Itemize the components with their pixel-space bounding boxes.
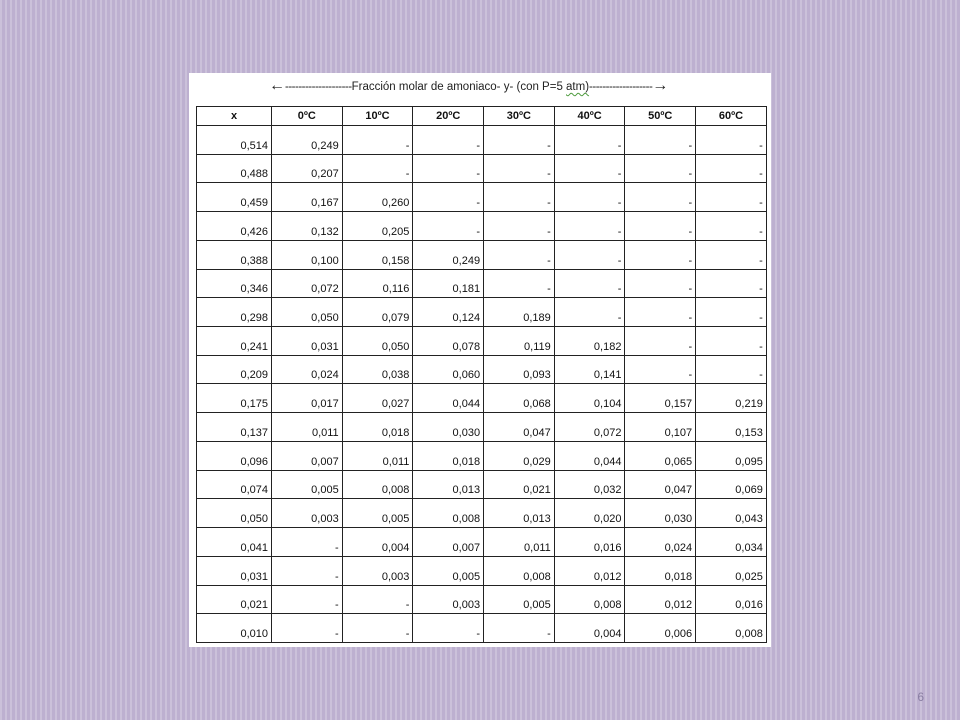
- table-cell: -: [696, 126, 767, 155]
- left-arrow-icon: ←: [269, 77, 285, 94]
- table-cell: 0,005: [484, 585, 555, 614]
- table-cell: 0,205: [342, 212, 413, 241]
- table-cell: -: [342, 614, 413, 643]
- table-cell: 0,041: [197, 528, 272, 557]
- table-cell: -: [484, 240, 555, 269]
- table-cell: 0,032: [554, 470, 625, 499]
- table-cell: 0,024: [272, 355, 343, 384]
- table-cell: 0,069: [696, 470, 767, 499]
- table-cell: 0,010: [197, 614, 272, 643]
- table-cell: 0,158: [342, 240, 413, 269]
- column-header: x: [197, 107, 272, 126]
- table-cell: 0,012: [625, 585, 696, 614]
- table-cell: -: [554, 126, 625, 155]
- table-row: [197, 528, 767, 557]
- column-header: 0ºC: [272, 107, 343, 126]
- table-cell: -: [696, 240, 767, 269]
- table-row: [197, 183, 767, 212]
- table-cell: 0,260: [342, 183, 413, 212]
- table-cell: 0,030: [413, 413, 484, 442]
- table-cell: 0,068: [484, 384, 555, 413]
- table-cell: 0,182: [554, 327, 625, 356]
- table-cell: 0,029: [484, 441, 555, 470]
- table-cell: 0,124: [413, 298, 484, 327]
- table-cell: 0,018: [625, 556, 696, 585]
- table-row: [197, 240, 767, 269]
- table-cell: 0,025: [696, 556, 767, 585]
- table-cell: 0,016: [696, 585, 767, 614]
- title-unit: atm): [566, 81, 590, 94]
- table-cell: 0,072: [272, 269, 343, 298]
- table-cell: 0,175: [197, 384, 272, 413]
- table-cell: 0,027: [342, 384, 413, 413]
- table-cell: -: [484, 269, 555, 298]
- table-row: [197, 470, 767, 499]
- column-header: 50ºC: [625, 107, 696, 126]
- table-cell: -: [272, 585, 343, 614]
- table-cell: 0,005: [342, 499, 413, 528]
- table-cell: 0,209: [197, 355, 272, 384]
- table-cell: 0,346: [197, 269, 272, 298]
- table-header-row: [197, 107, 767, 126]
- table-cell: -: [554, 183, 625, 212]
- table-cell: 0,060: [413, 355, 484, 384]
- title-right-dashes: -------------------: [589, 81, 653, 94]
- table-cell: 0,181: [413, 269, 484, 298]
- table-row: [197, 154, 767, 183]
- table-cell: 0,249: [272, 126, 343, 155]
- table-cell: 0,100: [272, 240, 343, 269]
- table-cell: 0,074: [197, 470, 272, 499]
- table-cell: -: [696, 212, 767, 241]
- right-arrow-icon: →: [652, 77, 669, 94]
- table-cell: 0,104: [554, 384, 625, 413]
- table-cell: 0,007: [272, 441, 343, 470]
- table-cell: -: [625, 212, 696, 241]
- page-number: 6: [917, 690, 924, 704]
- table-cell: 0,008: [696, 614, 767, 643]
- table-row: [197, 499, 767, 528]
- table-cell: 0,013: [413, 470, 484, 499]
- table-cell: 0,189: [484, 298, 555, 327]
- table-cell: -: [342, 154, 413, 183]
- table-cell: -: [413, 154, 484, 183]
- ammonia-fraction-table: [196, 106, 767, 643]
- table-title: [269, 75, 729, 99]
- table-cell: 0,011: [484, 528, 555, 557]
- table-cell: 0,167: [272, 183, 343, 212]
- table-row: [197, 355, 767, 384]
- table-cell: 0,093: [484, 355, 555, 384]
- table-cell: 0,030: [625, 499, 696, 528]
- table-row: [197, 298, 767, 327]
- table-cell: 0,018: [413, 441, 484, 470]
- table-cell: 0,079: [342, 298, 413, 327]
- table-cell: 0,044: [413, 384, 484, 413]
- table-cell: 0,107: [625, 413, 696, 442]
- table-cell: 0,005: [272, 470, 343, 499]
- title-left-dashes: --------------------: [285, 81, 352, 94]
- column-header: 20ºC: [413, 107, 484, 126]
- table-cell: 0,219: [696, 384, 767, 413]
- table-cell: 0,008: [342, 470, 413, 499]
- table-cell: -: [696, 154, 767, 183]
- table-cell: 0,116: [342, 269, 413, 298]
- table-cell: -: [554, 298, 625, 327]
- table-cell: 0,012: [554, 556, 625, 585]
- table-cell: 0,050: [342, 327, 413, 356]
- table-cell: -: [625, 298, 696, 327]
- table-cell: 0,018: [342, 413, 413, 442]
- table-cell: 0,006: [625, 614, 696, 643]
- table-cell: 0,021: [484, 470, 555, 499]
- table-cell: -: [696, 183, 767, 212]
- table-row: [197, 614, 767, 643]
- table-cell: 0,119: [484, 327, 555, 356]
- table-cell: 0,157: [625, 384, 696, 413]
- table-cell: -: [554, 269, 625, 298]
- table-row: [197, 585, 767, 614]
- table-row: [197, 384, 767, 413]
- table-cell: -: [484, 126, 555, 155]
- table-cell: 0,044: [554, 441, 625, 470]
- table-cell: 0,043: [696, 499, 767, 528]
- table-cell: -: [625, 269, 696, 298]
- column-header: 60ºC: [696, 107, 767, 126]
- table-cell: -: [413, 183, 484, 212]
- table-cell: 0,298: [197, 298, 272, 327]
- table-row: [197, 126, 767, 155]
- table-cell: -: [554, 240, 625, 269]
- table-cell: -: [696, 269, 767, 298]
- table-row: [197, 413, 767, 442]
- table-row: [197, 269, 767, 298]
- table-cell: 0,132: [272, 212, 343, 241]
- table-cell: -: [625, 355, 696, 384]
- table-cell: 0,096: [197, 441, 272, 470]
- table-cell: 0,007: [413, 528, 484, 557]
- table-cell: 0,153: [696, 413, 767, 442]
- table-cell: 0,514: [197, 126, 272, 155]
- table-cell: 0,005: [413, 556, 484, 585]
- table-cell: -: [625, 126, 696, 155]
- table-cell: 0,031: [197, 556, 272, 585]
- table-cell: 0,008: [554, 585, 625, 614]
- table-cell: -: [625, 183, 696, 212]
- table-cell: -: [484, 154, 555, 183]
- table-cell: 0,065: [625, 441, 696, 470]
- table-cell: 0,013: [484, 499, 555, 528]
- table-cell: -: [272, 614, 343, 643]
- table-cell: 0,050: [197, 499, 272, 528]
- table-cell: 0,008: [484, 556, 555, 585]
- table-cell: 0,003: [272, 499, 343, 528]
- table-cell: 0,016: [554, 528, 625, 557]
- table-cell: 0,137: [197, 413, 272, 442]
- table-cell: 0,021: [197, 585, 272, 614]
- table-cell: -: [484, 212, 555, 241]
- table-cell: 0,024: [625, 528, 696, 557]
- table-cell: -: [625, 327, 696, 356]
- table-row: [197, 441, 767, 470]
- table-cell: -: [696, 298, 767, 327]
- table-cell: -: [342, 126, 413, 155]
- table-cell: -: [413, 614, 484, 643]
- table-cell: 0,141: [554, 355, 625, 384]
- table-cell: -: [696, 327, 767, 356]
- table-cell: 0,249: [413, 240, 484, 269]
- table-cell: -: [554, 154, 625, 183]
- table-row: [197, 556, 767, 585]
- table-cell: 0,488: [197, 154, 272, 183]
- table-cell: 0,095: [696, 441, 767, 470]
- table-cell: 0,388: [197, 240, 272, 269]
- table-cell: -: [625, 240, 696, 269]
- table-cell: -: [413, 126, 484, 155]
- table-row: [197, 327, 767, 356]
- table-cell: 0,241: [197, 327, 272, 356]
- table-cell: -: [696, 355, 767, 384]
- table-cell: 0,207: [272, 154, 343, 183]
- table-cell: 0,047: [484, 413, 555, 442]
- column-header: 40ºC: [554, 107, 625, 126]
- table-image: [189, 73, 771, 647]
- table-cell: 0,020: [554, 499, 625, 528]
- table-cell: 0,047: [625, 470, 696, 499]
- table-cell: 0,011: [272, 413, 343, 442]
- table-cell: 0,008: [413, 499, 484, 528]
- table-cell: -: [413, 212, 484, 241]
- table-cell: -: [625, 154, 696, 183]
- title-text: Fracción molar de amoniaco- y- (con P=5: [351, 81, 567, 94]
- table-cell: 0,004: [342, 528, 413, 557]
- table-cell: 0,072: [554, 413, 625, 442]
- table-cell: 0,003: [413, 585, 484, 614]
- table-cell: 0,004: [554, 614, 625, 643]
- table-cell: 0,050: [272, 298, 343, 327]
- table-cell: 0,017: [272, 384, 343, 413]
- table-cell: 0,003: [342, 556, 413, 585]
- column-header: 10ºC: [342, 107, 413, 126]
- table-cell: -: [342, 585, 413, 614]
- column-header: 30ºC: [484, 107, 555, 126]
- table-cell: -: [554, 212, 625, 241]
- table-cell: 0,078: [413, 327, 484, 356]
- table-body: [197, 126, 767, 643]
- table-cell: 0,034: [696, 528, 767, 557]
- table-cell: 0,011: [342, 441, 413, 470]
- table-cell: 0,459: [197, 183, 272, 212]
- table-cell: 0,031: [272, 327, 343, 356]
- table-cell: 0,426: [197, 212, 272, 241]
- table-cell: -: [484, 614, 555, 643]
- table-cell: -: [484, 183, 555, 212]
- table-cell: -: [272, 528, 343, 557]
- table-cell: 0,038: [342, 355, 413, 384]
- table-cell: -: [272, 556, 343, 585]
- table-row: [197, 212, 767, 241]
